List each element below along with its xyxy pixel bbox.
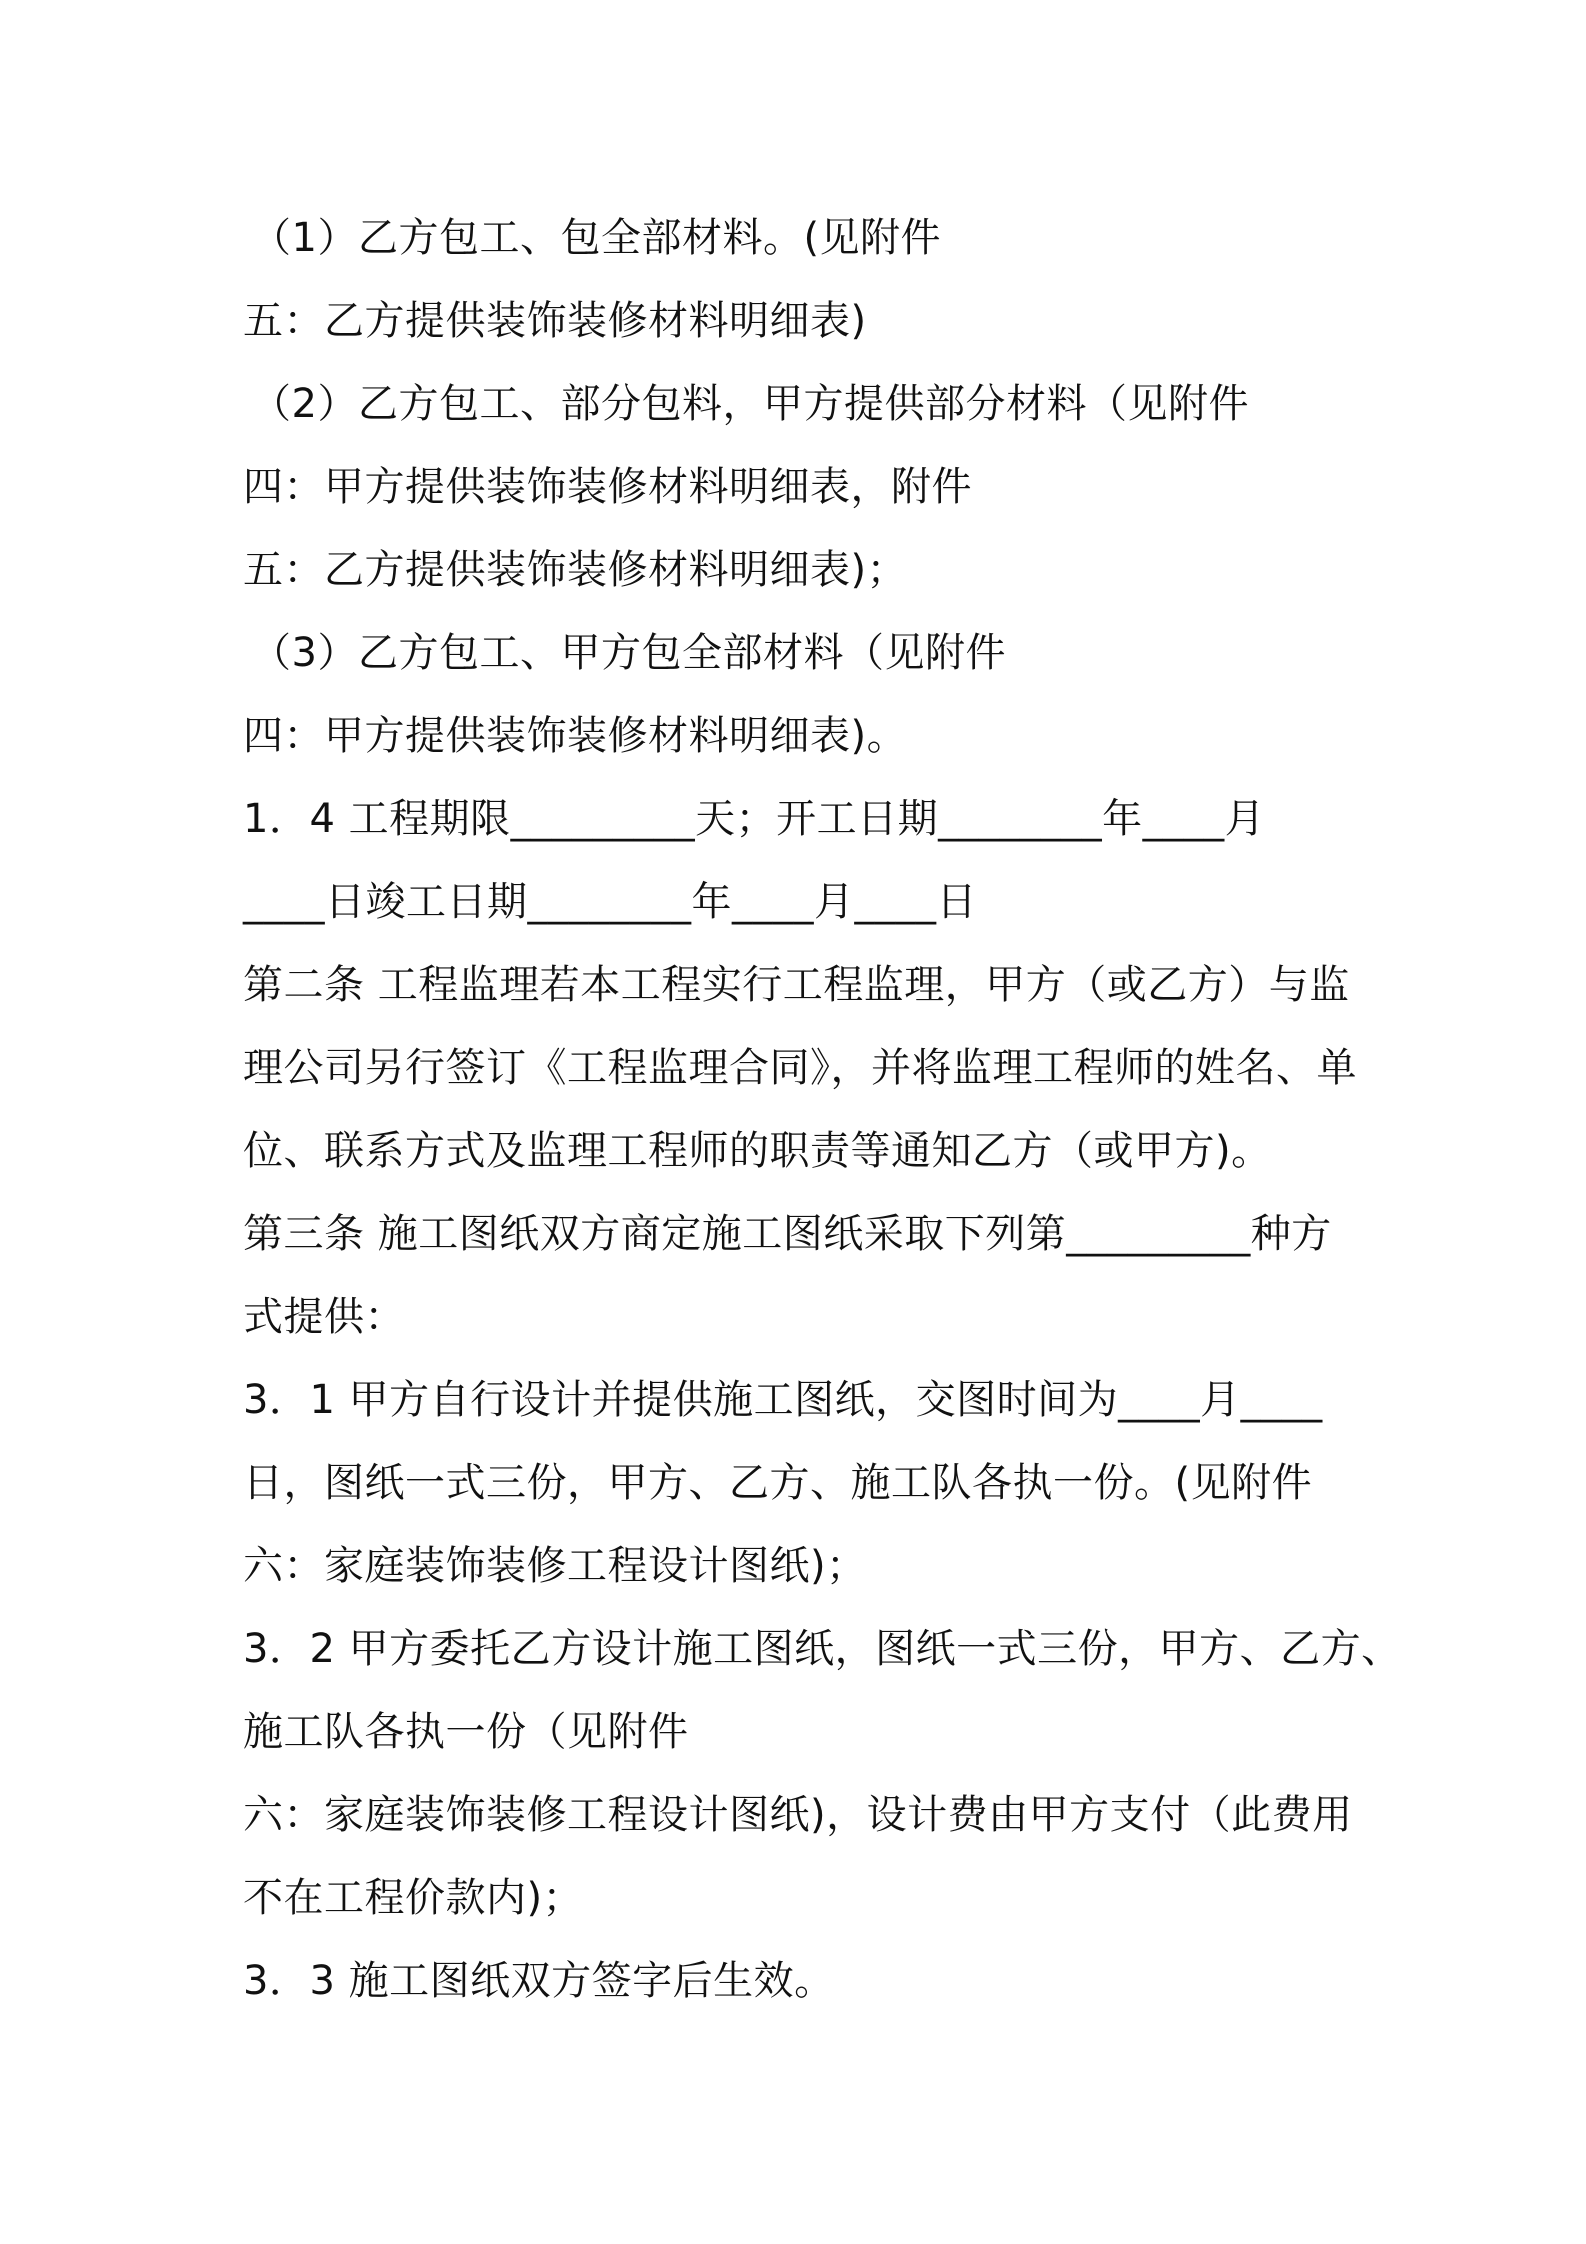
- text-line: 四：甲方提供装饰装修材料明细表)。: [243, 713, 908, 759]
- document-body: [243, 197, 1402, 2023]
- text-line: 式提供：: [243, 1294, 405, 1340]
- text-line: 六：家庭装饰装修工程设计图纸)；: [243, 1543, 867, 1589]
- text-line: 位、联系方式及监理工程师的职责等通知乙方（或甲方)。: [243, 1128, 1272, 1174]
- text-line: 理公司另行签订《工程监理合同》，并将监理工程师的姓名、单: [243, 1045, 1357, 1091]
- text-line: （2）乙方包工、部分包料，甲方提供部分材料（见附件: [251, 381, 1249, 427]
- text-line: 不在工程价款内)；: [243, 1875, 584, 1921]
- text-line: 日，图纸一式三份，甲方、乙方、施工队各执一份。(见附件: [243, 1460, 1313, 1506]
- text-line: 3．1 甲方自行设计并提供施工图纸，交图时间为____月____: [243, 1377, 1323, 1423]
- text-line: 第三条 施工图纸双方商定施工图纸采取下列第_________种方: [243, 1211, 1332, 1257]
- text-line: 五：乙方提供装饰装修材料明细表)；: [243, 547, 908, 593]
- text-line: 五：乙方提供装饰装修材料明细表): [243, 298, 867, 344]
- text-line: 施工队各执一份（见附件: [243, 1709, 689, 1755]
- text-line: （1）乙方包工、包全部材料。(见附件: [251, 215, 942, 261]
- text-line: （3）乙方包工、甲方包全部材料（见附件: [251, 630, 1006, 676]
- text-line: 3．3 施工图纸双方签字后生效。: [243, 1958, 835, 2004]
- text-line: 1．4 工程期限_________天；开工日期________年____月: [243, 796, 1266, 842]
- text-line: 六：家庭装饰装修工程设计图纸)，设计费由甲方支付（此费用: [243, 1792, 1353, 1838]
- text-line: 第二条 工程监理若本工程实行工程监理，甲方（或乙方）与监: [243, 962, 1350, 1008]
- text-line: 四：甲方提供装饰装修材料明细表，附件: [243, 464, 972, 510]
- text-line: ____日竣工日期________年____月____日: [243, 879, 977, 925]
- text-line: 3．2 甲方委托乙方设计施工图纸，图纸一式三份，甲方、乙方、: [243, 1626, 1402, 1672]
